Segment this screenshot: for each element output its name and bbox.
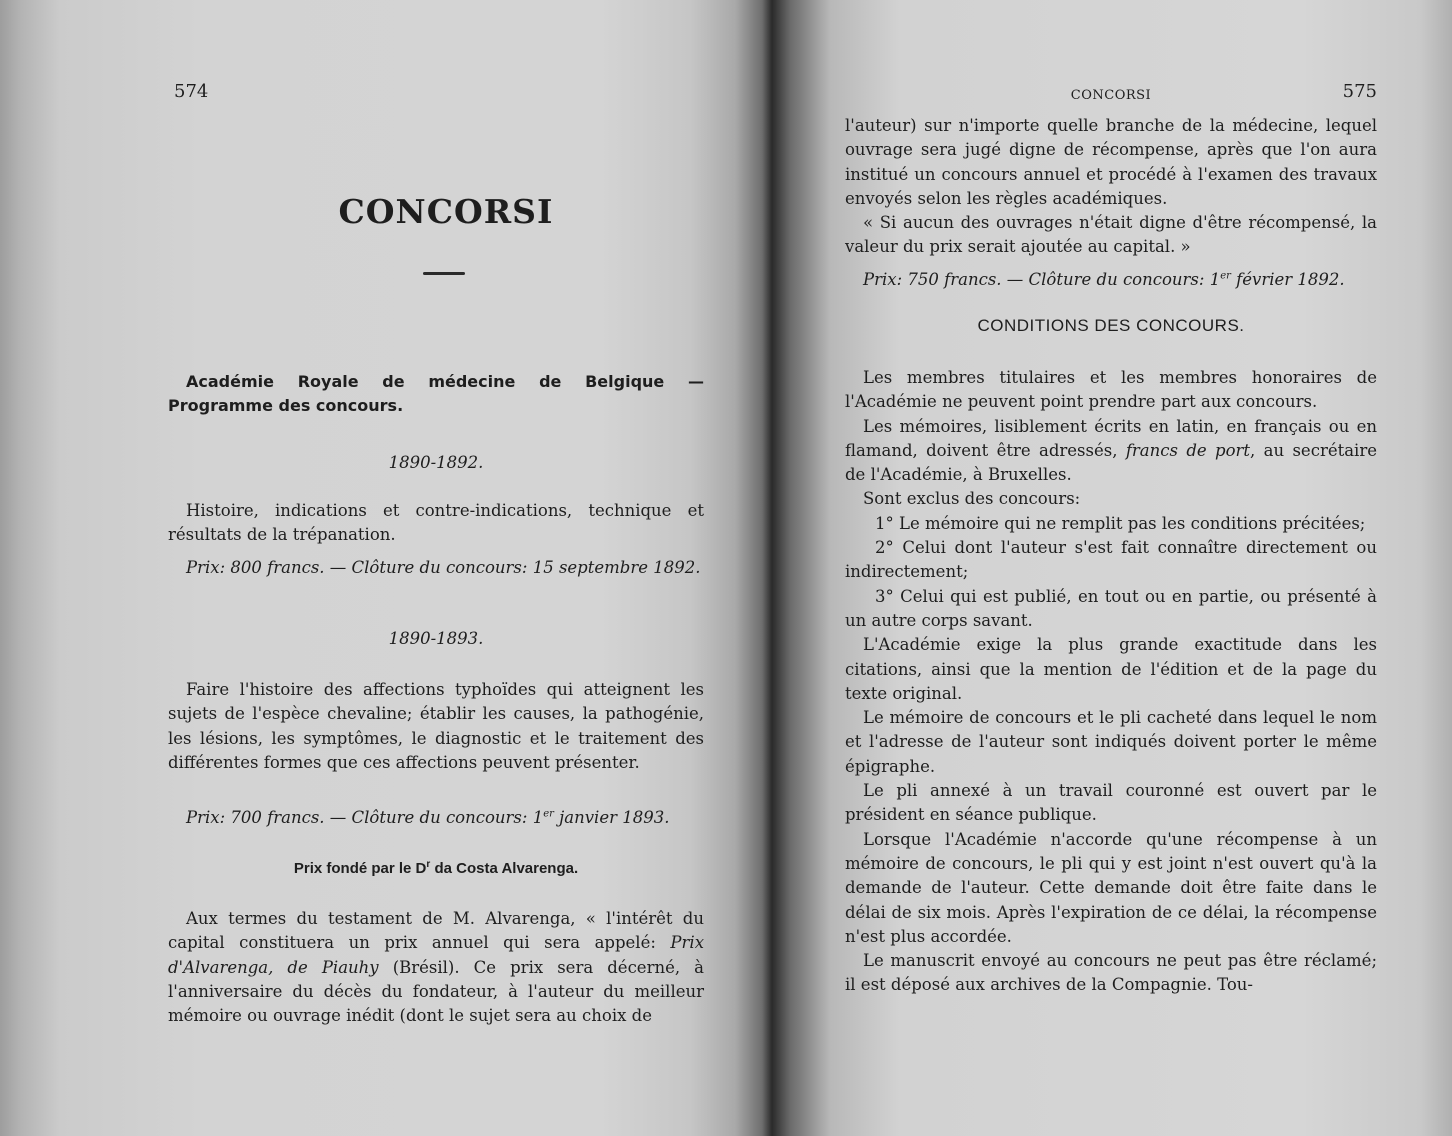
prize3-text: Prix: 750 francs. — Clôture du concours: 1 (863, 270, 1221, 289)
prize3-block (845, 268, 1377, 292)
exclusion-1: 1° Le mémoire qui ne remplit pas les conditions précitées; (875, 513, 1366, 533)
prize2-text: Prix: 700 francs. — Clôture du concours: 1 (186, 808, 544, 827)
continuation-paragraph: l'auteur) sur n'importe quelle branche de la médecine, lequel ouvrage sera jugé digne de récompense, après que l'on aura institué un concours annuel et procédé à l'examen des travaux envoyés selon les règles académiques. (845, 116, 1377, 208)
page-number-left: 574 (174, 81, 209, 102)
prize-founder-heading (168, 857, 704, 881)
topic-2: Faire l'histoire des affections typhoïdes qui atteignent les sujets de l'espèce chevaline; établir les causes, la pathogénie, les lésions, les symptômes, le diagnostic et le traitement des différentes formes que ces affections peuvent présenter. (168, 680, 704, 772)
quote-paragraph: « Si aucun des ouvrages n'était digne d'être récompensé, la valeur du prix serait ajoutée au capital. » (845, 213, 1377, 257)
conditions-heading: CONDITIONS DES CONCOURS. (977, 316, 1245, 335)
subheading-text: Prix fondé par le D (293, 860, 427, 877)
prize2-text-end: janvier 1893. (553, 808, 670, 827)
condition-2-text-end: , au secrétaire de l'Académie, à Bruxelles. (845, 440, 1377, 485)
condition-4: Le mémoire de concours et le pli cacheté dans lequel le nom et l'adresse de l'auteur sont indiqués doivent porter le même épigraphe. (845, 708, 1377, 776)
ornament-rule (423, 272, 465, 275)
subheading-block (168, 857, 704, 881)
right-page (845, 0, 1377, 1136)
period1-block (168, 451, 704, 475)
alvarenga-block (168, 907, 704, 1028)
quote2-block (845, 211, 1377, 260)
condition-2-italic: francs de port (1125, 440, 1251, 460)
exclusion-intro: Sont exclus des concours: (863, 489, 1081, 509)
running-head: CONCORSI (1070, 88, 1152, 103)
condition-3: L'Académie exige la plus grande exactitude dans les citations, ainsi que la mention de l'édition et de la page du texte original. (845, 635, 1377, 703)
condition-7: Le manuscrit envoyé au concours ne peut pas être réclamé; il est déposé aux archives de la Compagnie. Tou- (845, 951, 1377, 995)
prize1-block (168, 556, 704, 580)
period-heading-1: 1890-1892. (388, 453, 484, 472)
section-heading-block (168, 370, 704, 419)
exclusion-2: 2° Celui dont l'auteur s'est fait connaître directement ou indirectement; (845, 538, 1377, 582)
period-heading-2: 1890-1893. (388, 629, 484, 648)
continuation-block (845, 114, 1377, 211)
prize-line-2 (168, 806, 704, 830)
condition-6: Lorsque l'Académie n'accorde qu'une récompense à un mémoire de concours, le pli qui y est joint n'est ouvert qu'à la demande de l'auteur. Cette demande doit être faite dans le délai de six mois. Après l'expiration de ce délai, la récompense n'est plus accordée. (845, 829, 1377, 946)
alvarenga-prize-name: Prix d'Alvarenga, de Piauhy (168, 933, 704, 977)
chapter-title: CONCORSI (338, 192, 554, 231)
subheading-text-end: da Costa Alvarenga. (430, 860, 579, 877)
prize2-sup: er (543, 808, 554, 820)
period2-block (168, 627, 704, 651)
prize2-block (168, 806, 704, 830)
alvarenga-text-1: Aux termes du testament de M. Alvarenga, « l'intérêt du capital constituera un prix annuel qui sera appelé: (168, 909, 704, 953)
condition-2 (845, 415, 1377, 488)
subheading-sup: r (426, 859, 431, 870)
condition-2-text: Les mémoires, lisiblement écrits en latin, en français ou en flamand, doivent être adressés, (845, 416, 1377, 460)
alvarenga-text-2: (Brésil). Ce prix sera décerné, à l'anniversaire du décès du fondateur, à l'auteur du meilleur mémoire ou ouvrage inédit (dont le sujet sera au choix de (168, 957, 704, 1026)
prize3-sup: er (1220, 270, 1231, 282)
topic2-block (168, 678, 704, 775)
conditions-block (845, 366, 1377, 998)
prize-line-1: Prix: 800 francs. — Clôture du concours: 15 septembre 1892. (186, 558, 701, 577)
page-number-right: 575 (1342, 81, 1377, 102)
prize3-text-end: février 1892. (1230, 270, 1345, 289)
section-heading: Académie Royale de médecine de Belgique — Programme des concours. (168, 372, 704, 416)
topic1-block (168, 499, 704, 548)
condition-1: Les membres titulaires et les membres honoraires de l'Académie ne peuvent point prendre part aux concours. (845, 368, 1377, 412)
conditions-heading-block (845, 314, 1377, 338)
condition-5: Le pli annexé à un travail couronné est ouvert par le président en séance publique. (845, 781, 1377, 825)
prize-line-3 (845, 268, 1377, 292)
left-page (168, 0, 704, 1136)
topic-1: Histoire, indications et contre-indications, technique et résultats de la trépanation. (168, 501, 704, 545)
exclusion-3: 3° Celui qui est publié, en tout ou en partie, ou présenté à un autre corps savant. (845, 586, 1377, 630)
alvarenga-paragraph (168, 907, 704, 1028)
